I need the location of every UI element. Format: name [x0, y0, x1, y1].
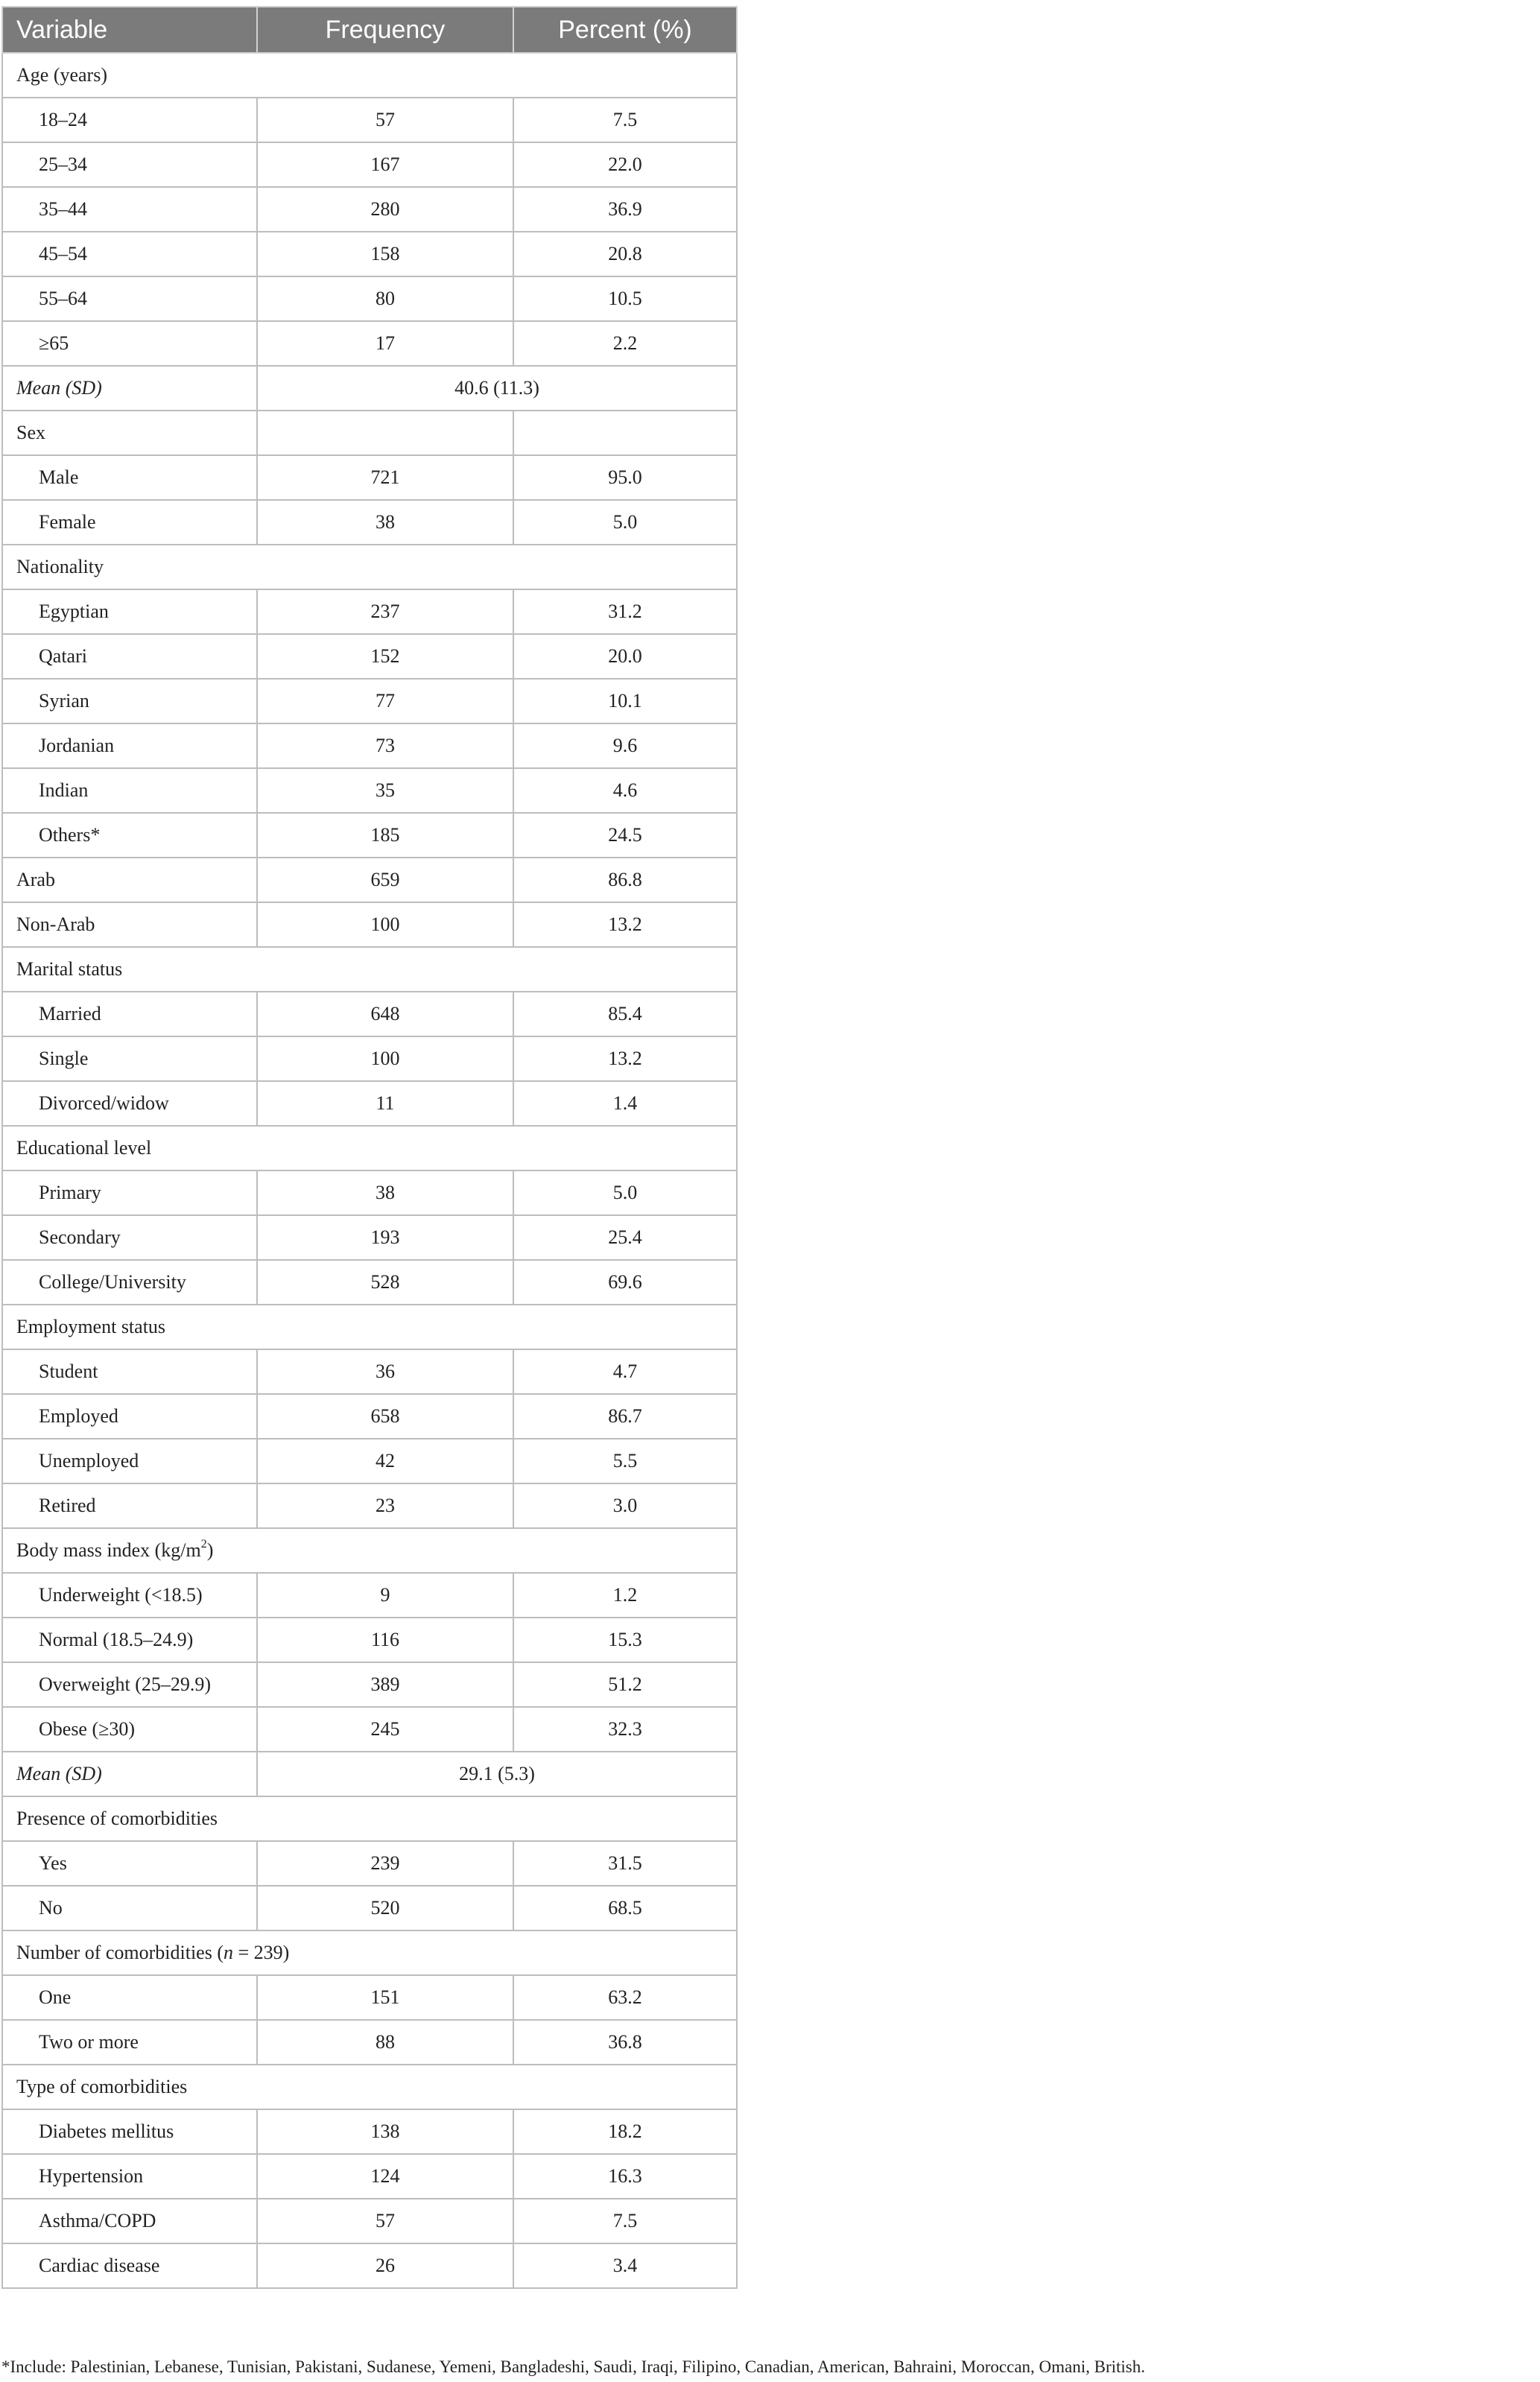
table-row	[2, 1036, 737, 1081]
row-label: Yes	[2, 1841, 257, 1886]
table-row	[2, 1796, 737, 1841]
section-heading	[2, 2065, 737, 2109]
percent-cell: 20.0	[513, 634, 737, 679]
row-label: Jordanian	[2, 723, 257, 768]
frequency-cell: 38	[257, 500, 513, 545]
table-body	[2, 53, 737, 2288]
table-row	[2, 1126, 737, 1171]
percent-cell: 2.2	[513, 321, 737, 366]
section-heading	[2, 947, 737, 992]
table-row	[2, 187, 737, 232]
table-row	[2, 1975, 737, 2020]
table-row	[2, 1260, 737, 1305]
row-label: Overweight (25–29.9)	[2, 1662, 257, 1707]
frequency-cell: 57	[257, 2199, 513, 2243]
percent-cell: 24.5	[513, 813, 737, 858]
frequency-cell: 38	[257, 1171, 513, 1215]
section-heading-text: Nationality	[16, 556, 104, 577]
mean-sd-label: Mean (SD)	[2, 366, 257, 411]
frequency-cell: 528	[257, 1260, 513, 1305]
frequency-cell: 721	[257, 455, 513, 500]
frequency-cell: 73	[257, 723, 513, 768]
table-row	[2, 98, 737, 142]
row-label: Underweight (<18.5)	[2, 1573, 257, 1618]
section-heading-suffix: = 239)	[233, 1942, 290, 1963]
section-heading-text: Marital status	[16, 958, 123, 980]
percent-cell: 25.4	[513, 1215, 737, 1260]
table-row	[2, 1349, 737, 1394]
row-label: Employed	[2, 1394, 257, 1439]
frequency-cell: 42	[257, 1439, 513, 1483]
frequency-cell: 100	[257, 902, 513, 947]
table-row	[2, 1305, 737, 1349]
percent-cell: 3.4	[513, 2243, 737, 2288]
frequency-cell: 659	[257, 858, 513, 902]
row-label: Primary	[2, 1171, 257, 1215]
percent-cell: 63.2	[513, 1975, 737, 2020]
table-row	[2, 2154, 737, 2199]
section-heading-text: Number of comorbidities (	[16, 1942, 224, 1963]
frequency-cell: 100	[257, 1036, 513, 1081]
row-label: Married	[2, 992, 257, 1036]
header-row	[2, 7, 737, 53]
section-heading-text: Educational level	[16, 1137, 152, 1159]
frequency-cell: 9	[257, 1573, 513, 1618]
row-label: Male	[2, 455, 257, 500]
table-row	[2, 142, 737, 187]
percent-cell: 51.2	[513, 1662, 737, 1707]
row-label: Indian	[2, 768, 257, 813]
frequency-cell: 23	[257, 1483, 513, 1528]
row-label: ≥65	[2, 321, 257, 366]
table-row	[2, 232, 737, 276]
frequency-cell: 138	[257, 2109, 513, 2154]
frequency-cell: 80	[257, 276, 513, 321]
table-row	[2, 1930, 737, 1975]
row-label: 35–44	[2, 187, 257, 232]
table-row	[2, 545, 737, 589]
row-label: Hypertension	[2, 2154, 257, 2199]
row-label: Cardiac disease	[2, 2243, 257, 2288]
percent-cell: 4.6	[513, 768, 737, 813]
frequency-cell: 389	[257, 1662, 513, 1707]
percent-cell: 5.5	[513, 1439, 737, 1483]
frequency-cell: 158	[257, 232, 513, 276]
frequency-cell: 239	[257, 1841, 513, 1886]
frequency-cell: 26	[257, 2243, 513, 2288]
row-label: Asthma/COPD	[2, 2199, 257, 2243]
row-label: Two or more	[2, 2020, 257, 2065]
percent-cell: 5.0	[513, 500, 737, 545]
header-variable: Variable	[2, 7, 257, 53]
table-row	[2, 1528, 737, 1573]
row-label: Retired	[2, 1483, 257, 1528]
row-label: Qatari	[2, 634, 257, 679]
table-row	[2, 813, 737, 858]
frequency-cell: 193	[257, 1215, 513, 1260]
table-row	[2, 858, 737, 902]
table-row	[2, 1886, 737, 1930]
frequency-cell: 11	[257, 1081, 513, 1126]
table-row	[2, 679, 737, 723]
frequency-cell: 658	[257, 1394, 513, 1439]
table-row	[2, 2243, 737, 2288]
section-heading	[2, 1528, 737, 1573]
row-label: One	[2, 1975, 257, 2020]
percent-cell: 32.3	[513, 1707, 737, 1752]
percent-cell: 31.5	[513, 1841, 737, 1886]
row-label: 45–54	[2, 232, 257, 276]
frequency-cell: 245	[257, 1707, 513, 1752]
percent-cell: 5.0	[513, 1171, 737, 1215]
row-label: Non-Arab	[2, 902, 257, 947]
table-row	[2, 589, 737, 634]
table-header	[2, 7, 737, 53]
percent-cell: 1.2	[513, 1573, 737, 1618]
table-row	[2, 1081, 737, 1126]
frequency-cell: 152	[257, 634, 513, 679]
mean-sd-value: 40.6 (11.3)	[257, 366, 737, 411]
frequency-cell: 280	[257, 187, 513, 232]
table-row	[2, 53, 737, 98]
row-label: 25–34	[2, 142, 257, 187]
table-row	[2, 992, 737, 1036]
table-row	[2, 1439, 737, 1483]
table-row	[2, 411, 737, 455]
table-row	[2, 947, 737, 992]
table-row	[2, 1707, 737, 1752]
percent-cell: 3.0	[513, 1483, 737, 1528]
empty-cell	[513, 411, 737, 455]
percent-cell: 1.4	[513, 1081, 737, 1126]
table-row	[2, 902, 737, 947]
section-heading-text: Presence of comorbidities	[16, 1808, 218, 1829]
percent-cell: 95.0	[513, 455, 737, 500]
section-heading	[2, 53, 737, 98]
frequency-cell: 88	[257, 2020, 513, 2065]
frequency-cell: 77	[257, 679, 513, 723]
table-row	[2, 500, 737, 545]
header-percent: Percent (%)	[513, 7, 737, 53]
section-heading-suffix: )	[206, 1539, 214, 1561]
table-row	[2, 1394, 737, 1439]
percent-cell: 69.6	[513, 1260, 737, 1305]
table-row	[2, 1662, 737, 1707]
percent-cell: 10.1	[513, 679, 737, 723]
percent-cell: 31.2	[513, 589, 737, 634]
frequency-cell: 57	[257, 98, 513, 142]
percent-cell: 36.9	[513, 187, 737, 232]
row-label: Egyptian	[2, 589, 257, 634]
section-heading	[2, 1305, 737, 1349]
table-row	[2, 1215, 737, 1260]
row-label: Diabetes mellitus	[2, 2109, 257, 2154]
table-row	[2, 276, 737, 321]
row-label: Unemployed	[2, 1439, 257, 1483]
row-label: Secondary	[2, 1215, 257, 1260]
section-heading	[2, 1796, 737, 1841]
percent-cell: 7.5	[513, 98, 737, 142]
table-row	[2, 2199, 737, 2243]
row-label: Others*	[2, 813, 257, 858]
section-heading	[2, 1126, 737, 1171]
mean-sd-label: Mean (SD)	[2, 1752, 257, 1796]
section-heading-text: Employment status	[16, 1316, 166, 1337]
row-label: Syrian	[2, 679, 257, 723]
table-row	[2, 1573, 737, 1618]
row-label: Arab	[2, 858, 257, 902]
percent-cell: 86.7	[513, 1394, 737, 1439]
header-frequency: Frequency	[257, 7, 513, 53]
row-label: Obese (≥30)	[2, 1707, 257, 1752]
table-row	[2, 1483, 737, 1528]
table-row	[2, 1841, 737, 1886]
table-row	[2, 634, 737, 679]
table-row	[2, 455, 737, 500]
row-label: Divorced/widow	[2, 1081, 257, 1126]
frequency-cell: 35	[257, 768, 513, 813]
section-heading-text: Type of comorbidities	[16, 2076, 188, 2097]
section-heading-text: Age (years)	[16, 64, 107, 86]
section-heading-italic: n	[224, 1942, 233, 1963]
table-row	[2, 366, 737, 411]
table-row	[2, 2109, 737, 2154]
section-heading	[2, 545, 737, 589]
section-heading: Sex	[2, 411, 257, 455]
frequency-cell: 237	[257, 589, 513, 634]
demographics-table	[1, 6, 738, 2289]
percent-cell: 20.8	[513, 232, 737, 276]
row-label: Student	[2, 1349, 257, 1394]
table-row	[2, 321, 737, 366]
percent-cell: 13.2	[513, 902, 737, 947]
mean-sd-value: 29.1 (5.3)	[257, 1752, 737, 1796]
table-row	[2, 2065, 737, 2109]
frequency-cell: 185	[257, 813, 513, 858]
row-label: Normal (18.5–24.9)	[2, 1618, 257, 1662]
table-footnote: *Include: Palestinian, Lebanese, Tunisian, Pakistani, Sudanese, Yemeni, Bangladeshi, Saudi, Iraqi, Filipino, Canadian, American, Bahraini, Moroccan, Omani, British.	[1, 2357, 1146, 2376]
percent-cell: 9.6	[513, 723, 737, 768]
frequency-cell: 17	[257, 321, 513, 366]
percent-cell: 7.5	[513, 2199, 737, 2243]
frequency-cell: 36	[257, 1349, 513, 1394]
row-label: Female	[2, 500, 257, 545]
empty-cell	[257, 411, 513, 455]
percent-cell: 10.5	[513, 276, 737, 321]
percent-cell: 36.8	[513, 2020, 737, 2065]
table-row	[2, 768, 737, 813]
row-label: 55–64	[2, 276, 257, 321]
frequency-cell: 520	[257, 1886, 513, 1930]
percent-cell: 85.4	[513, 992, 737, 1036]
table-row	[2, 1171, 737, 1215]
row-label: No	[2, 1886, 257, 1930]
frequency-cell: 151	[257, 1975, 513, 2020]
frequency-cell: 116	[257, 1618, 513, 1662]
table-row	[2, 1752, 737, 1796]
percent-cell: 15.3	[513, 1618, 737, 1662]
percent-cell: 68.5	[513, 1886, 737, 1930]
table-row	[2, 1618, 737, 1662]
section-heading	[2, 1930, 737, 1975]
row-label: College/University	[2, 1260, 257, 1305]
table-row	[2, 723, 737, 768]
percent-cell: 4.7	[513, 1349, 737, 1394]
section-heading-superscript: 2	[200, 1538, 207, 1550]
percent-cell: 16.3	[513, 2154, 737, 2199]
section-heading-text: Body mass index (kg/m	[16, 1539, 201, 1561]
row-label: 18–24	[2, 98, 257, 142]
percent-cell: 22.0	[513, 142, 737, 187]
frequency-cell: 167	[257, 142, 513, 187]
percent-cell: 18.2	[513, 2109, 737, 2154]
percent-cell: 13.2	[513, 1036, 737, 1081]
frequency-cell: 648	[257, 992, 513, 1036]
frequency-cell: 124	[257, 2154, 513, 2199]
table-row	[2, 2020, 737, 2065]
percent-cell: 86.8	[513, 858, 737, 902]
row-label: Single	[2, 1036, 257, 1081]
